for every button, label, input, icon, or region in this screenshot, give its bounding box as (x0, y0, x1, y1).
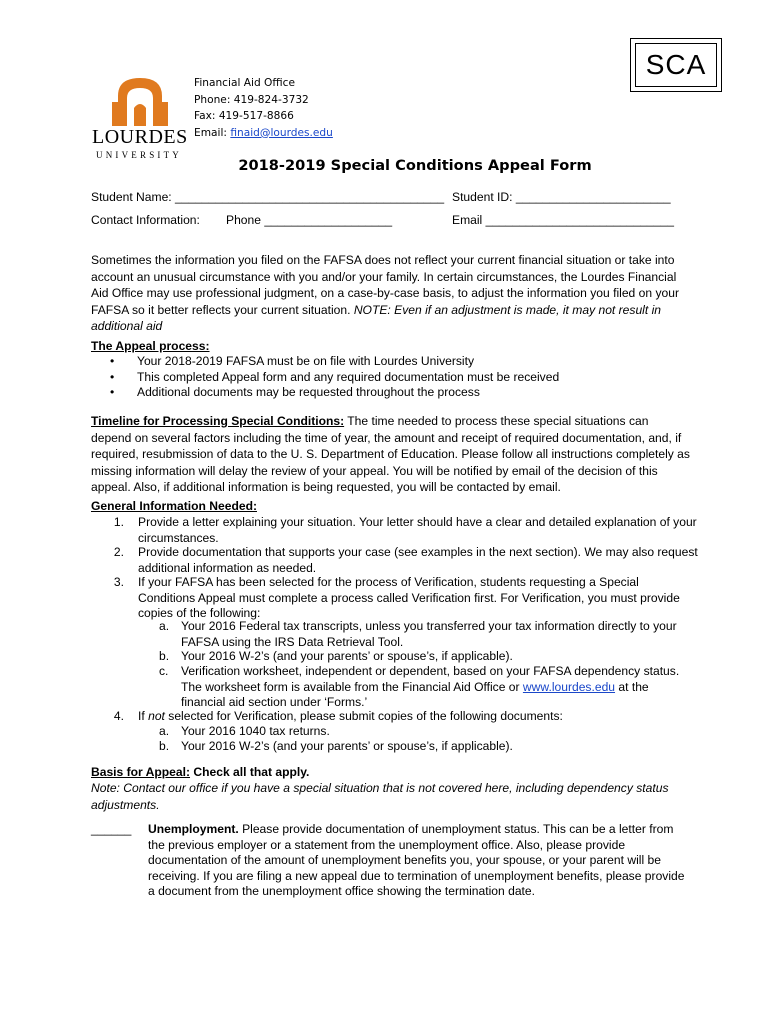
lourdes-website-link[interactable]: www.lourdes.edu (522, 679, 616, 694)
email-link[interactable]: finaid@lourdes.edu (230, 126, 333, 139)
unemployment-option (148, 822, 688, 900)
unemployment-title: Unemployment. (148, 822, 239, 836)
office-name: Financial Aid Office (194, 77, 295, 89)
phone-field[interactable]: Phone ___________________ (226, 213, 393, 227)
office-phone: Phone: 419-824-3732 (194, 93, 309, 106)
intro-text: Sometimes the information you filed on the FAFSA does not reflect your current financial situation or take into account an unusual circumstance with you and/or your family. In certain circumstances, the Lourdes Financial Aid Office may use professional judgment, on a case-by-case basis, to adjust the information you filed on your FAFSA so it better reflects your current situation. (91, 253, 679, 317)
general-info-heading: General Information Needed: (91, 499, 257, 513)
logo-subtitle: UNIVERSITY (96, 150, 182, 160)
form-title: 2018-2019 Special Conditions Appeal Form (238, 157, 592, 174)
basis-note: Note: Contact our office if you have a special situation that is not covered here, including dependency status adjustments. (91, 781, 669, 812)
general-item-text: If not selected for Verification, please submit copies of the following documents: (138, 709, 563, 723)
contact-info-label: Contact Information: (91, 213, 200, 227)
sub-item-text: Your 2016 Federal tax transcripts, unless you transferred your tax information directly to your FAFSA using the IRS Data Retrieval Tool. (181, 619, 677, 649)
sub-item-text (181, 664, 686, 711)
appeal-process-heading: The Appeal process: (91, 339, 210, 353)
sub-item-text: Your 2016 1040 tax returns. (181, 724, 330, 738)
office-email-row (194, 125, 333, 142)
unemployment-checkbox[interactable]: ______ (91, 822, 132, 836)
sub-item-tail: at the financial aid section under ‘Forms.’ (181, 679, 649, 709)
list-item: • Additional documents may be requested throughout the process (110, 385, 559, 401)
form-code-box (630, 38, 722, 92)
list-item: • Your 2018-2019 FAFSA must be on file with Lourdes University (110, 354, 559, 370)
office-fax: Fax: 419-517-8866 (194, 110, 294, 122)
basis-heading-tail: Check all that apply. (190, 765, 310, 779)
list-item: • This completed Appeal form and any required documentation must be received (110, 370, 559, 386)
timeline-heading: Timeline for Processing Special Conditions: (91, 414, 345, 428)
sub-item-body: Verification worksheet, independent or dependent, based on your FAFSA dependency status. The worksheet form is available from the Financial Aid Office or (181, 664, 680, 694)
basis-heading: Basis for Appeal: (91, 765, 191, 779)
form-code: SCA (635, 43, 717, 87)
email-label: Email: (194, 126, 231, 139)
sub-item-text: Your 2016 W-2’s (and your parents’ or spouse’s, if applicable). (181, 739, 513, 753)
general-item-text: Provide a letter explaining your situation. Your letter should have a clear and detailed explanation of your circumstances. (138, 515, 697, 545)
unemployment-text: Please provide documentation of unemployment status. This can be a letter from the previous employer or a statement from the unemployment office. Also, please provide documentation of the amount of unemployment benefits you, your spouse, or your parent will be receiving. If you are filing a new appeal due to termination of unemployment benefits, please provide a document from the unemployment office showing the termination date. (148, 822, 685, 898)
timeline-text: The time needed to process these special situations can depend on several factors including the time of year, the amount and receipt of required documentation, and, if required, resubmission of data to the U. S. Department of Education. Please follow all instructions completely as missing information will delay the review of your appeal. You will be notified by email of the decision of this appeal. Also, if additional information is being requested, you will be contacted by email. (91, 414, 690, 494)
appeal-process-list (110, 354, 559, 401)
intro-paragraph (91, 252, 691, 335)
student-id-field[interactable]: Student ID: _______________________ (452, 190, 671, 204)
logo-wordmark: LOURDES (92, 126, 188, 148)
student-name-field[interactable]: Student Name: ________________________________________ (91, 190, 445, 204)
general-item-text: If your FAFSA has been selected for the process of Verification, students requesting a Special Conditions Appeal must complete a process called Verification first. For Verification, you must provide copies of the following: (138, 575, 680, 620)
sub-item-text: Your 2016 W-2’s (and your parents’ or spouse’s, if applicable). (181, 649, 513, 663)
basis-heading-row (91, 765, 309, 779)
timeline-paragraph (91, 413, 691, 496)
email-field[interactable]: Email ____________________________ (452, 213, 674, 227)
office-contact (194, 75, 333, 141)
intro-note: NOTE: Even if an adjustment is made, it may not result in additional aid (91, 302, 662, 333)
not-emphasis: not (148, 709, 165, 723)
general-item-text: Provide documentation that supports your case (see examples in the next section). We may also request additional information as needed. (138, 545, 698, 575)
